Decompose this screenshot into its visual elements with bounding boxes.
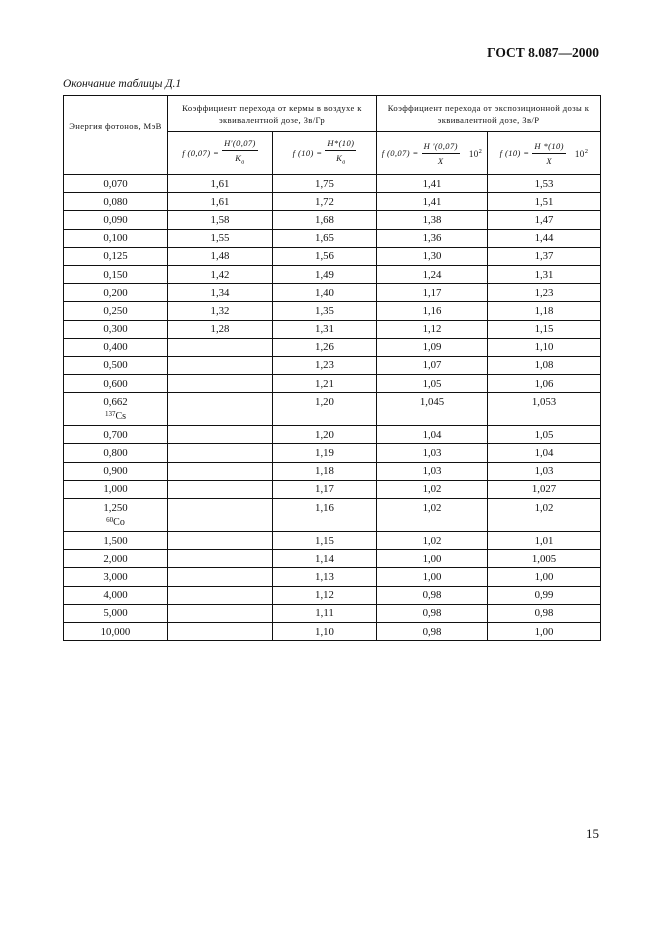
cell-photon-energy: 1,250 $^{60}$Co: [64, 499, 168, 532]
cell-coefficient-c2: 1,19: [273, 444, 377, 462]
header-formula-f007-kerma: f (0,07) = $\frac{H'(0,07)}{K_a}$: [168, 132, 273, 175]
cell-coefficient-c2: 1,35: [273, 302, 377, 320]
cell-coefficient-c1: [168, 622, 273, 640]
cell-coefficient-c4: 1,44: [488, 229, 601, 247]
cell-coefficient-c4: 1,005: [488, 550, 601, 568]
cell-coefficient-c2: 1,17: [273, 480, 377, 498]
cell-coefficient-c3: 1,05: [377, 375, 488, 393]
cell-coefficient-c1: [168, 532, 273, 550]
cell-coefficient-c2: 1,16: [273, 499, 377, 532]
cell-photon-energy: 1,000: [64, 480, 168, 498]
cell-photon-energy: 0,300: [64, 320, 168, 338]
cell-photon-energy: 0,200: [64, 284, 168, 302]
cell-coefficient-c1: [168, 480, 273, 498]
cell-photon-energy: 0,500: [64, 356, 168, 374]
cell-coefficient-c2: 1,14: [273, 550, 377, 568]
cell-photon-energy: 0,700: [64, 426, 168, 444]
cell-photon-energy: 0,080: [64, 193, 168, 211]
cell-coefficient-c3: 1,04: [377, 426, 488, 444]
cell-coefficient-c3: 1,24: [377, 265, 488, 283]
cell-coefficient-c4: 1,15: [488, 320, 601, 338]
cell-coefficient-c4: 1,18: [488, 302, 601, 320]
cell-coefficient-c1: 1,48: [168, 247, 273, 265]
cell-coefficient-c4: 0,98: [488, 604, 601, 622]
cell-coefficient-c2: 1,15: [273, 532, 377, 550]
table-row: [64, 550, 601, 568]
table-caption: Окончание таблицы Д.1: [63, 78, 182, 90]
table-row: [64, 229, 601, 247]
cell-photon-energy: 0,150: [64, 265, 168, 283]
table-row: [64, 302, 601, 320]
cell-photon-energy: 0,250: [64, 302, 168, 320]
cell-coefficient-c1: 1,32: [168, 302, 273, 320]
cell-coefficient-c2: 1,56: [273, 247, 377, 265]
cell-coefficient-c3: 1,045: [377, 393, 488, 426]
cell-coefficient-c1: [168, 356, 273, 374]
cell-coefficient-c1: [168, 499, 273, 532]
cell-coefficient-c4: 1,00: [488, 622, 601, 640]
cell-coefficient-c3: 1,17: [377, 284, 488, 302]
cell-coefficient-c1: [168, 444, 273, 462]
cell-coefficient-c3: 1,03: [377, 444, 488, 462]
table-row: [64, 175, 601, 193]
cell-coefficient-c3: 1,38: [377, 211, 488, 229]
cell-coefficient-c4: 1,51: [488, 193, 601, 211]
cell-coefficient-c2: 1,18: [273, 462, 377, 480]
cell-coefficient-c2: 1,68: [273, 211, 377, 229]
table-row: [64, 586, 601, 604]
cell-coefficient-c4: 1,027: [488, 480, 601, 498]
cell-coefficient-c4: 1,08: [488, 356, 601, 374]
cell-coefficient-c4: 1,03: [488, 462, 601, 480]
cell-coefficient-c3: 0,98: [377, 604, 488, 622]
cell-coefficient-c4: 1,00: [488, 568, 601, 586]
cell-coefficient-c4: 1,01: [488, 532, 601, 550]
cell-coefficient-c1: [168, 393, 273, 426]
cell-coefficient-c4: 1,053: [488, 393, 601, 426]
cell-coefficient-c1: 1,28: [168, 320, 273, 338]
cell-coefficient-c3: 1,02: [377, 532, 488, 550]
cell-coefficient-c1: 1,42: [168, 265, 273, 283]
conversion-coefficients-table: [63, 95, 601, 641]
cell-coefficient-c4: 1,53: [488, 175, 601, 193]
cell-photon-energy: 4,000: [64, 586, 168, 604]
cell-coefficient-c3: 1,36: [377, 229, 488, 247]
table-row: [64, 426, 601, 444]
cell-coefficient-c2: 1,72: [273, 193, 377, 211]
nuclide-label: $^{60}$Co: [106, 516, 125, 528]
cell-photon-energy: 0,125: [64, 247, 168, 265]
cell-coefficient-c3: 1,02: [377, 480, 488, 498]
page-number: 15: [586, 826, 599, 841]
header-formula-f007-exposure: f (0,07) = $\frac{H '(0,07)}{X}$ $10^2$: [377, 132, 488, 175]
table-row: [64, 604, 601, 622]
table-row: [64, 393, 601, 426]
cell-coefficient-c4: 1,37: [488, 247, 601, 265]
cell-photon-energy: 0,090: [64, 211, 168, 229]
cell-coefficient-c1: [168, 426, 273, 444]
cell-coefficient-c3: 1,30: [377, 247, 488, 265]
cell-photon-energy: 3,000: [64, 568, 168, 586]
standard-id: ГОСТ 8.087—2000: [487, 45, 599, 60]
cell-coefficient-c1: 1,58: [168, 211, 273, 229]
cell-photon-energy: 0,800: [64, 444, 168, 462]
cell-photon-energy: 0,900: [64, 462, 168, 480]
cell-photon-energy: 10,000: [64, 622, 168, 640]
cell-coefficient-c3: 1,41: [377, 193, 488, 211]
cell-coefficient-c3: 1,07: [377, 356, 488, 374]
cell-coefficient-c2: 1,20: [273, 426, 377, 444]
cell-photon-energy: 1,500: [64, 532, 168, 550]
cell-coefficient-c2: 1,11: [273, 604, 377, 622]
cell-coefficient-c2: 1,21: [273, 375, 377, 393]
table-row: [64, 622, 601, 640]
table-row: [64, 284, 601, 302]
cell-coefficient-c2: 1,40: [273, 284, 377, 302]
cell-photon-energy: 0,400: [64, 338, 168, 356]
cell-coefficient-c2: 1,31: [273, 320, 377, 338]
cell-coefficient-c3: 0,98: [377, 586, 488, 604]
header-formula-f10-exposure: f (10) = $\frac{H *(10)}{X}$ $10^2$: [488, 132, 601, 175]
cell-coefficient-c3: 0,98: [377, 622, 488, 640]
cell-coefficient-c4: 1,02: [488, 499, 601, 532]
table-row: [64, 499, 601, 532]
cell-coefficient-c2: 1,65: [273, 229, 377, 247]
header-kerma-group: Коэффициент перехода от кермы в воздухе к эквивалентной дозе, Зв/Гр: [168, 96, 377, 132]
table-row: [64, 532, 601, 550]
cell-coefficient-c3: 1,00: [377, 550, 488, 568]
cell-coefficient-c2: 1,13: [273, 568, 377, 586]
cell-photon-energy: 0,600: [64, 375, 168, 393]
cell-photon-energy: 0,070: [64, 175, 168, 193]
table-row: [64, 338, 601, 356]
cell-coefficient-c1: [168, 375, 273, 393]
header-photon-energy: Энергия фотонов, МэВ: [64, 96, 168, 175]
cell-photon-energy: 0,662 $^{137}$Cs: [64, 393, 168, 426]
table-row: [64, 193, 601, 211]
table-row: [64, 462, 601, 480]
cell-coefficient-c1: 1,61: [168, 193, 273, 211]
cell-coefficient-c3: 1,16: [377, 302, 488, 320]
table-row: [64, 247, 601, 265]
cell-coefficient-c1: [168, 586, 273, 604]
cell-coefficient-c4: 0,99: [488, 586, 601, 604]
table-row: [64, 444, 601, 462]
cell-coefficient-c3: 1,12: [377, 320, 488, 338]
cell-coefficient-c2: 1,75: [273, 175, 377, 193]
table-row: [64, 568, 601, 586]
cell-coefficient-c4: 1,47: [488, 211, 601, 229]
cell-coefficient-c4: 1,05: [488, 426, 601, 444]
table-row: [64, 211, 601, 229]
cell-coefficient-c2: 1,23: [273, 356, 377, 374]
table-row: [64, 480, 601, 498]
cell-coefficient-c3: 1,41: [377, 175, 488, 193]
cell-coefficient-c2: 1,10: [273, 622, 377, 640]
cell-coefficient-c1: 1,61: [168, 175, 273, 193]
cell-coefficient-c1: 1,55: [168, 229, 273, 247]
cell-coefficient-c4: 1,10: [488, 338, 601, 356]
cell-coefficient-c3: 1,09: [377, 338, 488, 356]
table-row: [64, 265, 601, 283]
cell-photon-energy: 2,000: [64, 550, 168, 568]
cell-photon-energy: 0,100: [64, 229, 168, 247]
cell-coefficient-c4: 1,04: [488, 444, 601, 462]
cell-coefficient-c1: [168, 338, 273, 356]
header-formula-f10-kerma: f (10) = $\frac{H*(10)}{K_a}$: [273, 132, 377, 175]
cell-coefficient-c1: [168, 462, 273, 480]
header-exposure-group: Коэффициент перехода от экспозиционной дозы к эквивалентной дозе, Зв/Р: [377, 96, 601, 132]
cell-coefficient-c3: 1,00: [377, 568, 488, 586]
cell-coefficient-c3: 1,02: [377, 499, 488, 532]
cell-coefficient-c4: 1,06: [488, 375, 601, 393]
cell-coefficient-c1: [168, 568, 273, 586]
table-row: [64, 375, 601, 393]
cell-coefficient-c1: [168, 550, 273, 568]
cell-coefficient-c4: 1,23: [488, 284, 601, 302]
cell-coefficient-c2: 1,20: [273, 393, 377, 426]
table-row: [64, 356, 601, 374]
cell-coefficient-c1: [168, 604, 273, 622]
cell-coefficient-c1: 1,34: [168, 284, 273, 302]
table-row: [64, 320, 601, 338]
cell-coefficient-c2: 1,12: [273, 586, 377, 604]
nuclide-label: $^{137}$Cs: [104, 410, 127, 423]
cell-photon-energy: 5,000: [64, 604, 168, 622]
cell-coefficient-c2: 1,26: [273, 338, 377, 356]
cell-coefficient-c4: 1,31: [488, 265, 601, 283]
cell-coefficient-c3: 1,03: [377, 462, 488, 480]
cell-coefficient-c2: 1,49: [273, 265, 377, 283]
